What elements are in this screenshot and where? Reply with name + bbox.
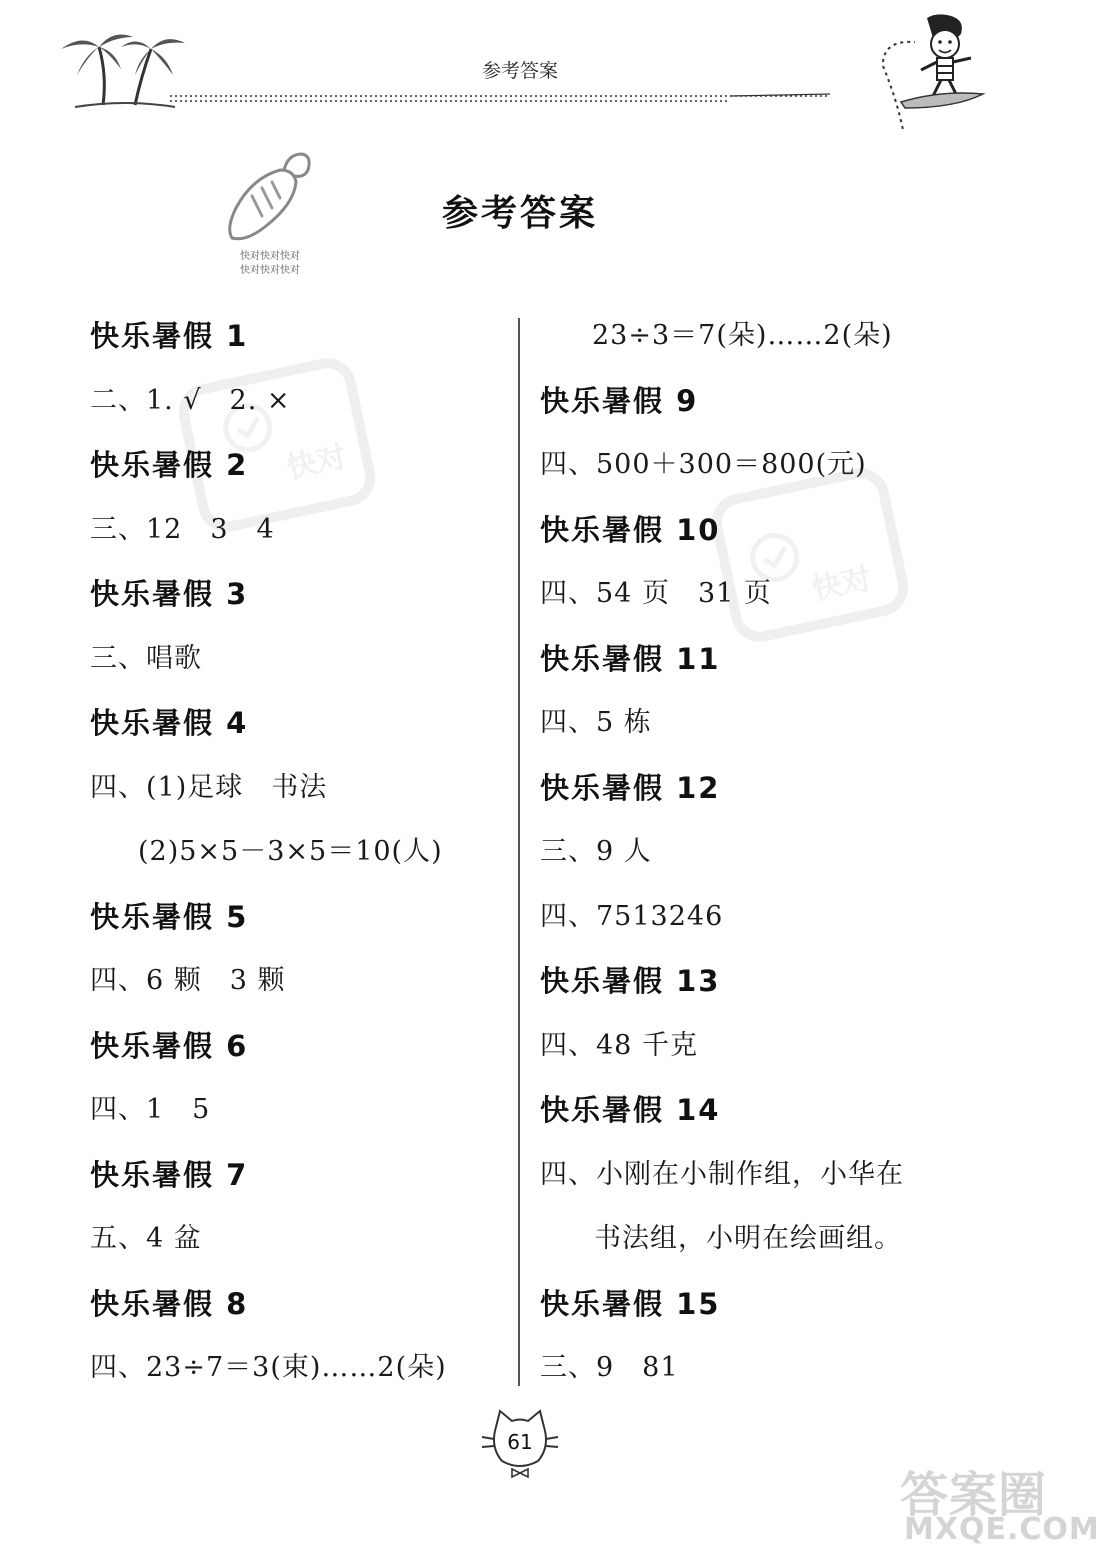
answers-right-column	[540, 308, 980, 1405]
answer-line: 四、7513246	[540, 900, 724, 932]
answer-line: 四、(1)足球 书法	[90, 771, 328, 803]
answer-line: 二、1. √ 2. ×	[90, 384, 291, 416]
header-rule	[170, 92, 835, 104]
answer-line: 三、9 81	[540, 1352, 679, 1383]
answer-line: 五、4 盆	[90, 1223, 202, 1254]
page-title: 参考答案	[441, 193, 598, 234]
answer-continuation-line: 书法组，小明在绘画组。	[594, 1223, 902, 1254]
section-heading: 快乐暑假 12	[540, 770, 721, 805]
section-heading: 快乐暑假 15	[540, 1286, 721, 1321]
surfing-boy-icon	[875, 10, 990, 135]
running-title: 参考答案	[481, 60, 558, 82]
section-heading: 快乐暑假 3	[90, 577, 249, 611]
answer-line: 三、唱歌	[90, 642, 202, 674]
section-heading: 快乐暑假 10	[540, 512, 721, 547]
carrot-caption	[226, 250, 314, 278]
column-divider	[518, 318, 520, 1386]
section-heading: 快乐暑假 6	[90, 1028, 249, 1063]
section-heading: 快乐暑假 14	[540, 1093, 721, 1127]
answer-line: 四、6 颗 3 颗	[90, 965, 286, 996]
section-heading: 快乐暑假 2	[90, 448, 249, 482]
answer-line: 三、9 人	[540, 836, 652, 867]
section-heading: 快乐暑假 1	[90, 319, 249, 353]
section-heading: 快乐暑假 11	[540, 641, 721, 676]
stamp-watermark-text: 快对	[808, 561, 875, 608]
stamp-watermark-text: 快对	[283, 439, 350, 487]
answer-line: 三、12 3 4	[90, 513, 275, 545]
answer-line: 四、5 栋	[540, 707, 652, 738]
section-heading: 快乐暑假 7	[90, 1157, 249, 1192]
answer-line: 四、500＋300＝800(元)	[540, 449, 867, 480]
brand-watermark-url: MXQE.COM	[904, 1512, 1100, 1547]
section-heading: 快乐暑假 13	[540, 964, 721, 998]
page-number: 61	[507, 1430, 533, 1454]
carrot-caption-line: 快对快对快对	[240, 251, 300, 262]
carrot-caption-line: 快对快对快对	[240, 265, 300, 276]
section-heading: 快乐暑假 4	[90, 706, 249, 740]
section-heading: 快乐暑假 5	[90, 899, 249, 934]
answers-left-column	[90, 308, 510, 1405]
answer-continuation-line: (2)5×5－3×5＝10(人)	[138, 836, 443, 867]
answer-continuation-line: 23÷3＝7(朵)……2(朵)	[592, 320, 893, 351]
section-heading: 快乐暑假 8	[90, 1286, 249, 1321]
section-heading: 快乐暑假 9	[540, 383, 699, 418]
answer-line: 四、23÷7＝3(束)……2(朵)	[90, 1352, 447, 1383]
answer-line: 四、54 页 31 页	[540, 578, 772, 609]
answer-line: 四、48 千克	[540, 1029, 698, 1061]
answer-line: 四、小刚在小制作组，小华在	[540, 1158, 904, 1190]
answer-line: 四、1 5	[90, 1094, 211, 1125]
brand-watermark: 答案圈	[900, 1467, 1048, 1523]
